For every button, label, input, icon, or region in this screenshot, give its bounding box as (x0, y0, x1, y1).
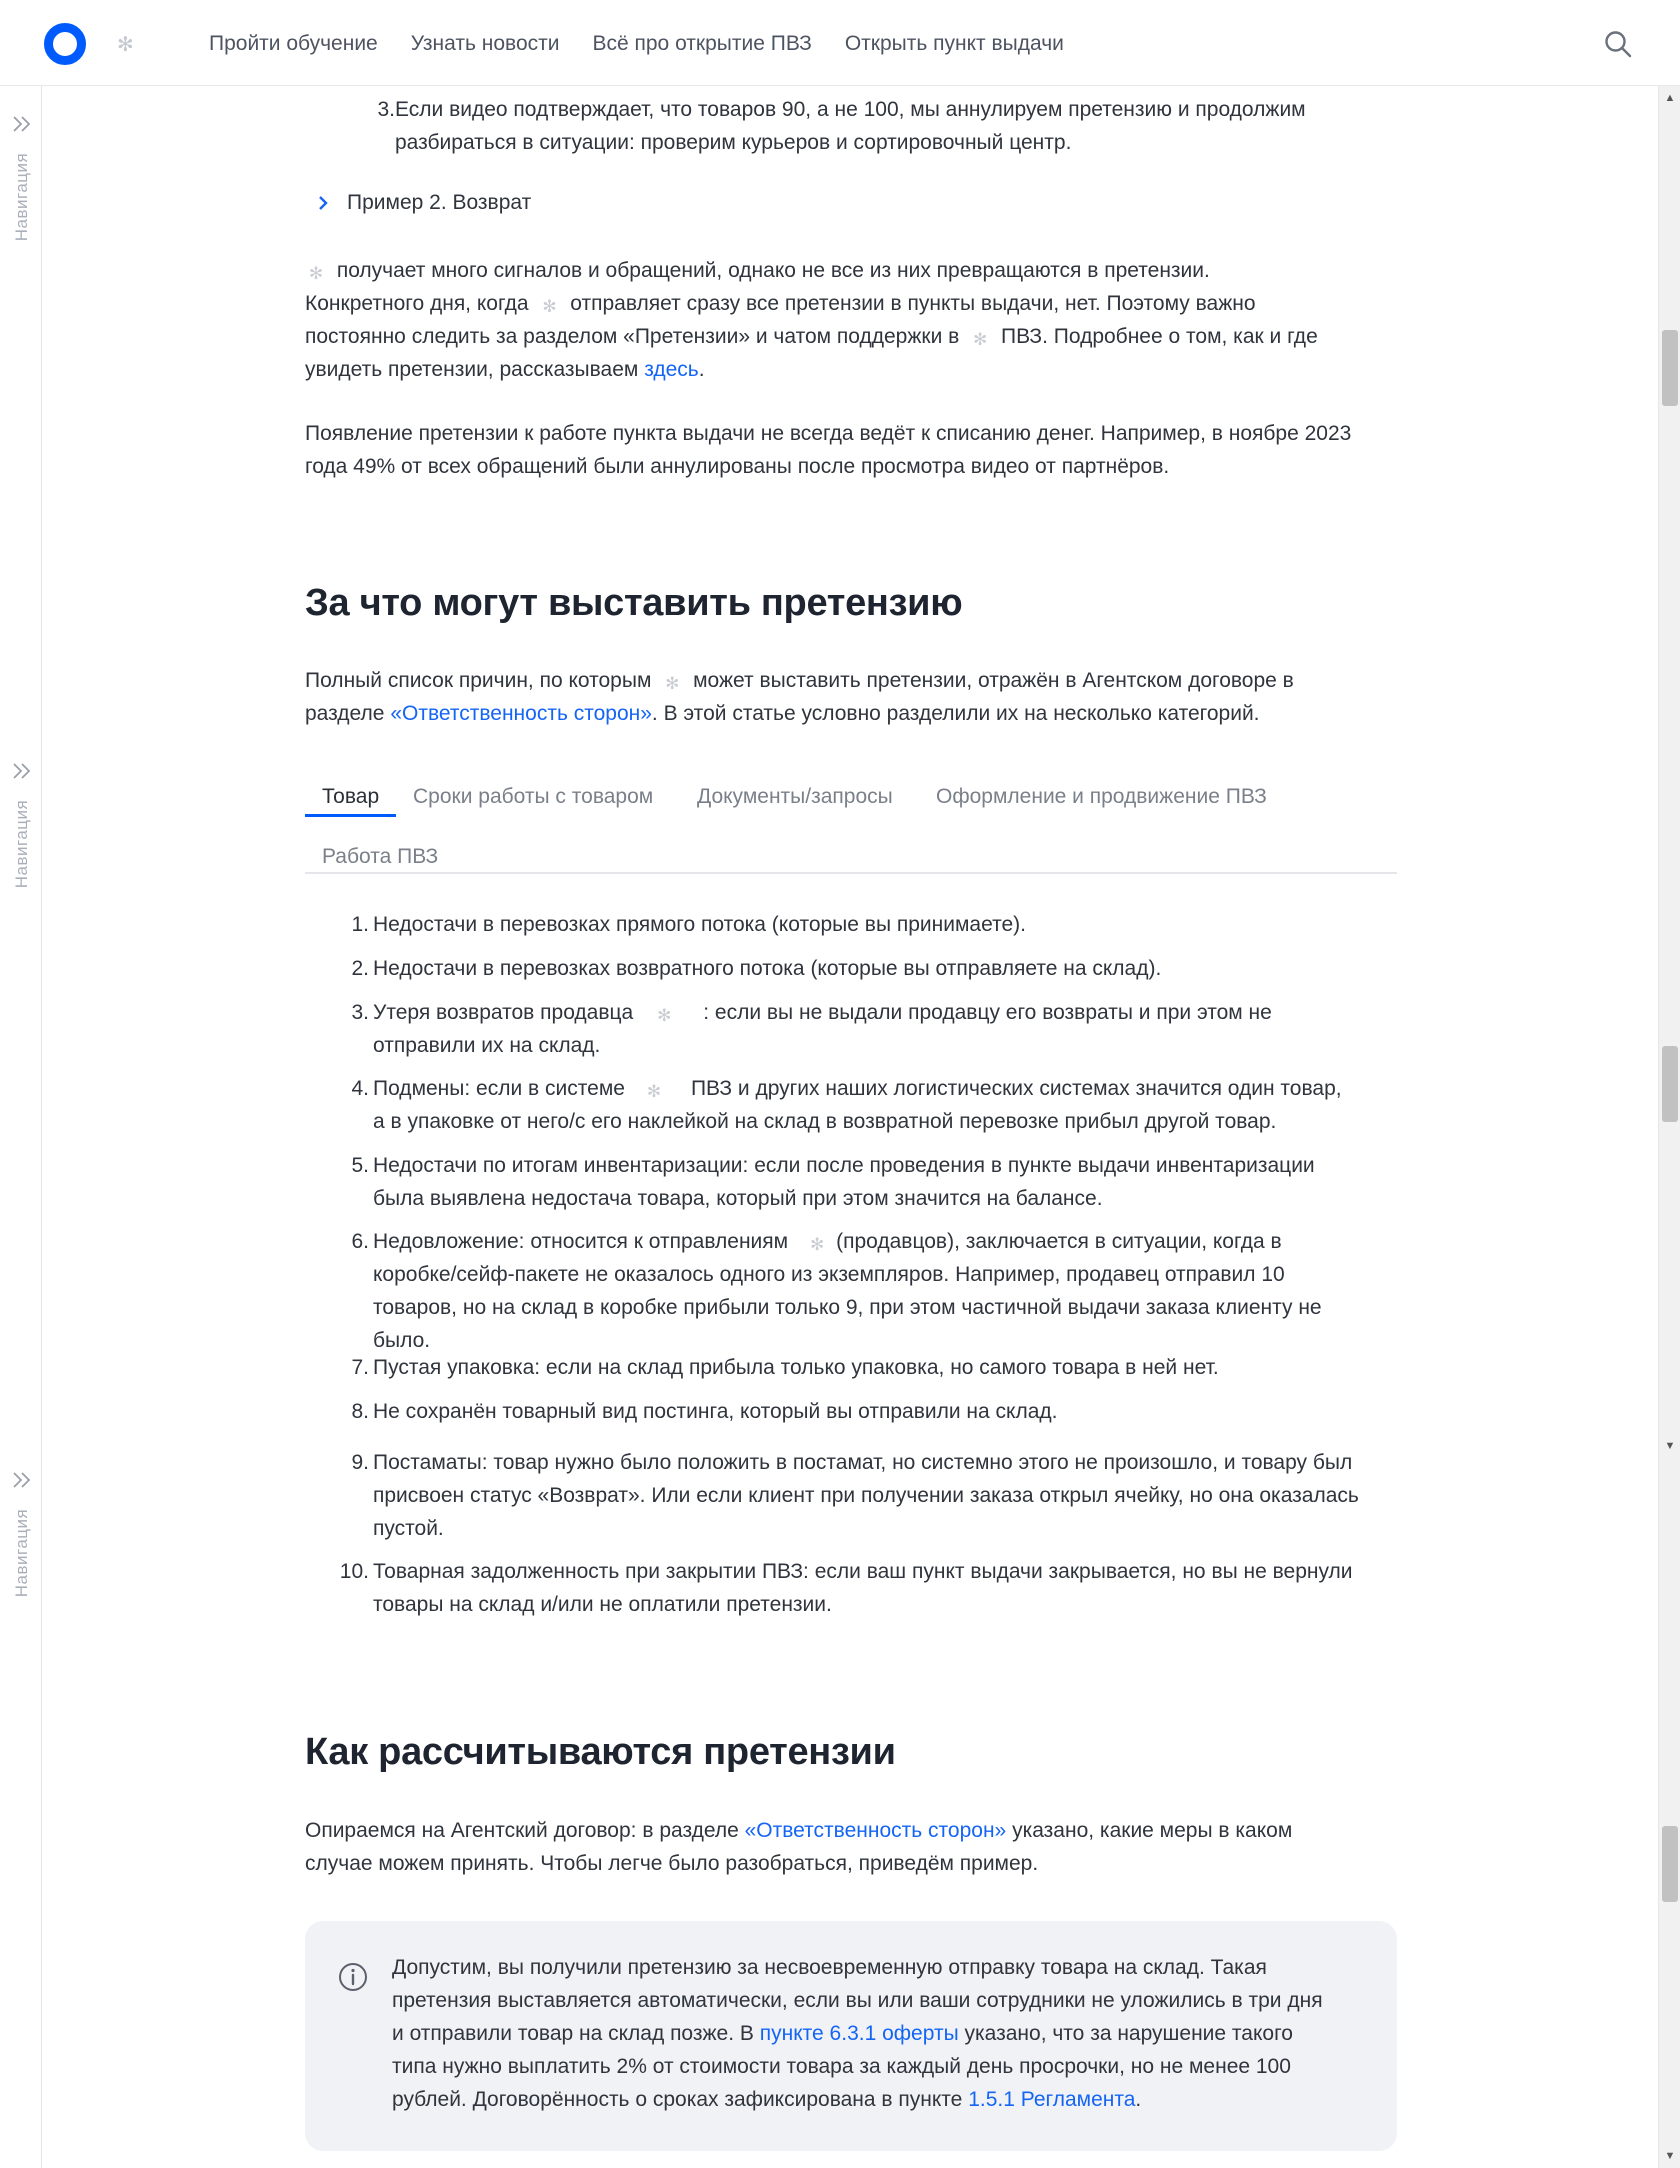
active-tab-indicator (305, 814, 396, 817)
here-link[interactable]: здесь (644, 358, 699, 381)
list-item: 4. Подмены: если в системе ✻ ПВЗ и других наших логистических системах значится один товар, а в упаковке от него/с его наклейкой на склад в возвратной перевозке прибыл другой товар. (351, 1077, 1342, 1133)
brand-gear-icon: ✻ (117, 34, 134, 56)
brand-gear-icon: ✻ (665, 674, 680, 693)
brand-gear-icon: ✻ (657, 1006, 672, 1025)
nav-opening-pvz[interactable]: Всё про открытие ПВЗ (592, 32, 812, 55)
list-item: 3. Утеря возвратов продавца ✻ : если вы не выдали продавцу его возвраты и при этом не отправили их на склад. (351, 1001, 1272, 1057)
scrollbar[interactable] (1658, 86, 1680, 2168)
list-item: 10. Товарная задолженность при закрытии ПВЗ: если ваш пункт выдачи закрывается, но вы не вернули товары на склад и/или не оплатили претензии. (339, 1560, 1353, 1616)
logo[interactable] (44, 23, 86, 65)
calculation-intro-paragraph: Опираемся на Агентский договор: в разделе «Ответственность сторон» указано, какие меры в каком случае можем принять. Чтобы легче было разобраться, приведём пример. (305, 1819, 1293, 1875)
nav-news[interactable]: Узнать новости (410, 32, 560, 55)
category-tabs (305, 758, 1397, 874)
responsibility-link[interactable]: «Ответственность сторон» (744, 1819, 1007, 1842)
tab-deadlines[interactable]: Сроки работы с товаром (413, 785, 654, 808)
list-item: 3. Если видео подтверждает, что товаров 90, а не 100, мы аннулируем претензию и продолжим разбираться в ситуации: проверим курьеров и сортировочный центр. (377, 98, 1306, 154)
scroll-up-arrow-icon[interactable]: ▲ (1664, 92, 1676, 104)
list-item: 9. Постаматы: товар нужно было положить в постамат, но системно этого не произошло, и товару был присвоен статус «Возврат». Или если клиент при получении заказа открыл ячейку, но она оказалась пустой. (351, 1451, 1359, 1540)
tab-documents[interactable]: Документы/запросы (697, 785, 893, 808)
list-item: 6. Недовложение: относится к отправлениям ✻ (продавцов), заключается в ситуации, когда в коробке/сейф-пакете не оказалось одного из экземпляров. Например, продавец отправил 10 товаров, но на склад в коробке прибыли только 9, при этом частичной выдачи заказа клиенту не было. (351, 1230, 1322, 1352)
reasons-intro-paragraph: Полный список причин, по которым ✻ может выставить претензии, отражён в Агентском договоре в разделе «Ответственность сторон». В этой статье условно разделили их на несколько категорий. (305, 669, 1294, 725)
double-chevron-right-icon[interactable] (10, 1468, 34, 1492)
section-title-reasons: За что могут выставить претензию (305, 582, 963, 624)
top-nav (209, 28, 1064, 60)
scroll-thumb[interactable] (1662, 330, 1678, 406)
info-icon (337, 1961, 369, 1993)
section-title-calculation: Как рассчитываются претензии (305, 1731, 896, 1773)
tab-design-promotion[interactable]: Оформление и продвижение ПВЗ (936, 785, 1267, 808)
claims-stats-paragraph: Появление претензии к работе пункта выдачи не всегда ведёт к списанию денег. Например, в ноябре 2023 года 49% от всех обращений были аннулированы после просмотра видео от партнёров. (305, 422, 1352, 478)
example-2-disclosure[interactable] (313, 188, 531, 218)
list-item: 7. Пустая упаковка: если на склад прибыла только упаковка, но самого товара в ней нет. (351, 1356, 1219, 1379)
brand-gear-icon: ✻ (646, 1082, 662, 1101)
scroll-thumb[interactable] (1662, 1046, 1678, 1122)
list-item: 8. Не сохранён товарный вид постинга, который вы отправили на склад. (351, 1400, 1058, 1423)
double-chevron-right-icon[interactable] (10, 112, 34, 136)
brand-gear-icon: ✻ (809, 1235, 825, 1254)
nav-training[interactable]: Пройти обучение (209, 32, 378, 55)
callout-text: Допустим, вы получили претензию за несвоевременную отправку товара на склад. Такая претензия выставляется автоматически, если вы или ваши сотрудники не уложились в три дня и отправили товар на склад позже. В пункте 6.3.1 оферты указано, что за нарушение такого типа нужно выплатить 2% от стоимости товара за каждый день просрочки, но не менее 100 рублей. Договорённость о сроках зафиксирована в пункте 1.5.1 Регламента. (392, 1956, 1323, 2111)
brand-gear-icon: ✻ (973, 330, 988, 349)
tab-goods[interactable]: Товар (322, 785, 380, 808)
tab-pvz-work[interactable]: Работа ПВЗ (322, 845, 439, 868)
list-item: 2. Недостачи в перевозках возвратного потока (которые вы отправляете на склад). (351, 957, 1162, 980)
rail-label: Навигация (12, 1508, 32, 1598)
offer-clause-link[interactable]: пункте 6.3.1 оферты (759, 2022, 959, 2045)
info-callout (305, 1921, 1397, 2151)
list-item: 5. Недостачи по итогам инвентаризации: если после проведения в пункте выдачи инвентаризации была выявлена недостача товара, который при этом значится на балансе. (351, 1154, 1315, 1210)
scroll-thumb[interactable] (1662, 1826, 1678, 1902)
regulation-clause-link[interactable]: 1.5.1 Регламента (968, 2088, 1136, 2111)
top-header (0, 0, 1680, 86)
chevron-right-icon (313, 193, 333, 213)
claims-intro-paragraph: ✻ получает много сигналов и обращений, однако не все из них превращаются в претензии. Конкретного дня, когда ✻ отправляет сразу все претензии в пункты выдачи, нет. Поэтому важно постоянно следить за разделом «Претензии» и чатом поддержки в ✻ ПВЗ. Подробнее о том, как и где увидеть претензии, рассказываем здесь. (305, 259, 1318, 381)
scroll-down-arrow-icon[interactable]: ▼ (1664, 1440, 1676, 1452)
rail-label: Навигация (12, 152, 32, 242)
double-chevron-right-icon[interactable] (10, 759, 34, 783)
list-item: 1. Недостачи в перевозках прямого потока (которые вы принимаете). (351, 913, 1026, 936)
rail-label: Навигация (12, 799, 32, 889)
disclosure-label: Пример 2. Возврат (347, 191, 532, 214)
search-icon[interactable] (1602, 28, 1634, 60)
brand-gear-icon: ✻ (542, 297, 557, 316)
nav-open-pickup-point[interactable]: Открыть пункт выдачи (844, 32, 1064, 55)
responsibility-link[interactable]: «Ответственность сторон» (390, 702, 652, 725)
brand-gear-icon: ✻ (308, 264, 324, 283)
scroll-down-arrow-icon[interactable]: ▼ (1664, 2150, 1676, 2162)
navigation-rail (0, 86, 42, 2168)
